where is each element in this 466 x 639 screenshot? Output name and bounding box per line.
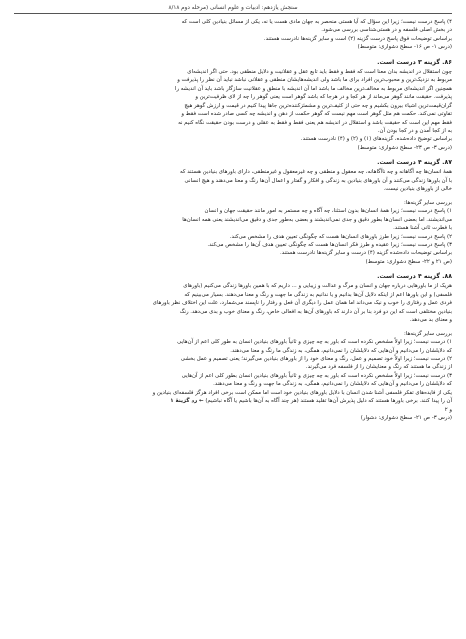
paragraph-line: فلسفی) و این باورها اعم از اینکه دلایل آن‌ها بدانیم و یا ندانیم به زندگی ما جهت و رنگ و معنا می‌دهند. بسیار می‌بینیم که (184, 291, 452, 298)
other-options-title: بررسی سایر گزینه‌ها: (403, 199, 452, 206)
running-title: سنجش یازدهم: ادبیات و علوم انسانی (مرحله دوم ۸/۱۸ (168, 5, 298, 11)
paragraph-line: براساس توضیحات فوق پاسخ درست گزینه (۲) است و سایر گزینه‌ها نادرست هستند. (263, 35, 452, 42)
paragraph-line: ۱) پاسخ درست نیست؛ زیرا همهٔ انسان‌ها بدون استثنا، چه آگاه و چه مستمر به امور مانند حقیقت جهان و انسان (204, 208, 452, 215)
paragraph-line: براساس توضیح داده‌شده، گزینه‌های (۱) و (۲) و (۴) نادرست هستند. (300, 136, 452, 143)
paragraph-line: با آن باورها زندگی می‌کنند و آن باورهای بنیادین به زندگی و افکار و گفتار و اعمال آن‌ها رنگ و معنا می‌دهند و هیچ انسانی (184, 177, 452, 184)
paragraph-line: براساس توضیحات داده‌شده گزینه (۴) درست و سایر گزینه‌ها نادرست هستند. (279, 250, 452, 257)
paragraph-line: پذیرفت. حقیقت مانند گوهر می‌ماند از هر کجا و در هرجا که باشد گوهر است یعنی گوهر را چه از لای ظرفیت‌ترین و (195, 94, 452, 101)
paragraph-line: در بخش اصلی فلسفه و در هستی‌شناسی بررسی می‌شود. (321, 27, 452, 34)
answer-86 (14, 58, 452, 153)
question-number: ۸۶. (442, 58, 452, 66)
other-options-title: بررسی سایر گزینه‌ها: (403, 330, 452, 337)
paragraph-line: که دلایلشان را می‌دانیم و آن‌هایی که دلایلشان را نمی‌دانیم، همگی، به زندگی ما رنگ و معنا می‌دهند. (230, 347, 452, 354)
paragraph-line: که دلایلشان را می‌دانیم و آن‌هایی که دلایلشان را نمی‌دانیم، همگی، به زندگی ما جهت و رنگ و معنا می‌دهند. (213, 381, 452, 388)
paragraph-line: خالی از باورهای بنیادین نیست. (383, 186, 452, 193)
paragraph-line: ۲) درست نیست؛ زیرا اولاً خود تصمیم و عمل، رنگ و معنای خود را از باورهای بنیادین می‌گیرند؛ یعنی تصمیم و عمل بخشی (180, 355, 452, 362)
paragraph-line: از زندگی ما هستند که رنگ و معنایشان را از فلسفه فرد می‌گیرند. (305, 364, 452, 371)
paragraph-line: به از کجا آمدن و در کجا بودن آن. (377, 127, 452, 134)
paragraph-line: و ۲ (444, 406, 452, 413)
answer-title: گزینه ۳ درست است. (377, 58, 440, 66)
paragraph-line: هریک از ما باورهایی درباره جهان و انسان و مرگ و عدالت و زیبایی و ... داریم که با همین باورها زندگی می‌کنیم (باورهای (183, 283, 452, 290)
paragraph-line: بنیادین مختلفی است که این دو فرد بنا بر آن دارند که باورهای آن‌ها به افعالی خاص، رنگ و معنای خوب و بدی می‌دهد. رنگ (179, 308, 452, 315)
answer-title: گزینه ۴ درست است. (377, 159, 440, 167)
paragraph-line: ۲) پاسخ درست نیست؛ زیرا طرز باورهای انسان‌ها هست که چگونگی تعیین هدف را مشخص می‌کند. (229, 233, 452, 240)
paragraph-line: با فطرت ثانی آشنا هستند. (393, 225, 452, 232)
source-reference: (درس ۱- ص ۱۶- سطح دشواری: متوسط) (357, 44, 452, 51)
paragraph-line: ۴) پاسخ درست نیست؛ زیرا این سؤال که آیا هستی منحصر به جهان مادی هست یا نه، یکی از مسائل بنیادین کلی است که (181, 19, 452, 25)
question-number: ۸۷. (442, 159, 452, 167)
paragraph-line (14, 397, 452, 405)
paragraph-line: تفاوتی نمی‌کند. حکمت هم مثل گوهر است مهم نیست که گوهر حکمت از دهن و اندیشه چه کسی صادر شده است فقط و (181, 111, 452, 118)
answer-heading (14, 272, 452, 282)
prev-answer-block (14, 18, 452, 52)
running-header (14, 4, 452, 14)
source-reference: (ص ۲۱ و ۲۲- سطح دشواری: متوسط) (365, 258, 452, 265)
paragraph-line: و معنای بد می‌دهد. (409, 317, 452, 324)
arrow-note: ← رد گزینهٔ ۱ (170, 398, 204, 405)
paragraph-text: آن را پیدا کنند. برخی باورها هستند که دلیل پذیرش آن‌ها تقلید هستند (هر چند آگاه به آن‌ها باشیم یا آگاه نباشیم) (205, 398, 452, 405)
source-reference: (درس ۳- ص ۲۱- سطح دشواری: دشوار) (360, 415, 452, 422)
paragraph-line: ۱) درست نیست؛ زیرا اولاً مشخص نکرده است که باور به چه چیزی و ثانیاً باورهای بنیادین انسان به طور کلی اعم از آن‌هایی (177, 339, 452, 346)
paragraph-line: همهٔ انسان‌ها چه آگاهانه و چه ناآگاهانه، چه معقول و منطقی و چه غیرمعقول و غیرمنطقی، دارای باورهای بنیادین هستند که (180, 169, 452, 176)
question-number: ۸۸. (442, 273, 452, 281)
answer-heading (14, 158, 452, 168)
paragraph-line: ۳) درست نیست؛ زیرا اولاً مشخص نکرده است که باور به چه چیزی و ثانیاً باورهای بنیادین انسان بطور کلی اعم از آن‌هایی (181, 372, 452, 379)
answer-title: گزینه ۴ درست است. (377, 273, 440, 281)
paragraph-line: فقط مهم این است که حقیقت باشد و استقلال در اندیشه هم یعنی فقط و فقط به عقلی و درست بودن حقیقت نگاه کنیم نه (178, 119, 452, 126)
paragraph-line: چون استقلال در اندیشه بدان معنا است که فقط و فقط باید تابع عقل و عقلانیت و دلایل منطقی بود. حتی اگر اندیشه‌ای (187, 68, 452, 75)
answer-heading (14, 58, 452, 68)
answer-87 (14, 158, 452, 266)
answer-88 (14, 272, 452, 422)
paragraph-line: می‌اندیشند. اما بعضی انسان‌ها بطور دقیق و جدی نمی‌اندیشند و بعضی به‌طور جدی و دقیق می‌اندیشند یعنی همه انسان‌ها (182, 216, 452, 223)
paragraph-line: ۳) پاسخ درست نیست؛ زیرا عقیده و طرز فکر انسان‌ها هست که چگونگی تعیین هدف آن‌ها را مشخص می‌کند. (207, 241, 452, 248)
paragraph-line: فردی عمل و رفتاری را خوب و نیک می‌داند اما همان عمل را دیگری آن فعل و رفتار را ناپسند می‌شمارد، علت این اختلاف نظر باورهای (152, 300, 452, 307)
paragraph-line: همچنین اگر اندیشه‌ای مربوط به مخالف‌ترین مخالف ما باشد اما آن اندیشه با منطق و عقلانیت سازگار باشد باید آن اندیشه را (174, 85, 452, 92)
source-reference: (درس ۳- ص ۲۳- سطح دشواری: متوسط) (357, 144, 452, 151)
paragraph-line: مربوط به نزدیک‌ترین و محبوب‌ترین افراد برای ما باشد ولی اندیشه‌هایشان منطقی و عقلانی نباشد نباید آن نظر را پذیرفت و (177, 77, 452, 84)
paragraph-line: یکی از فایده‌های تفکر فلسفی آشنا شدن انسان با دلایل باورهای بنیادین خود است اما ممکن است برخی افراد هرگز فلسفه‌ای بنیادین و (152, 389, 452, 396)
paragraph-line: گران‌قیمت‌ترین اشیاء بیرون بکشیم و چه حتی از کثیف‌ترین و مشمئزکننده‌ترین جاها پیدا کنیم در قیمت و ارزش گوهر هیچ (184, 102, 452, 109)
